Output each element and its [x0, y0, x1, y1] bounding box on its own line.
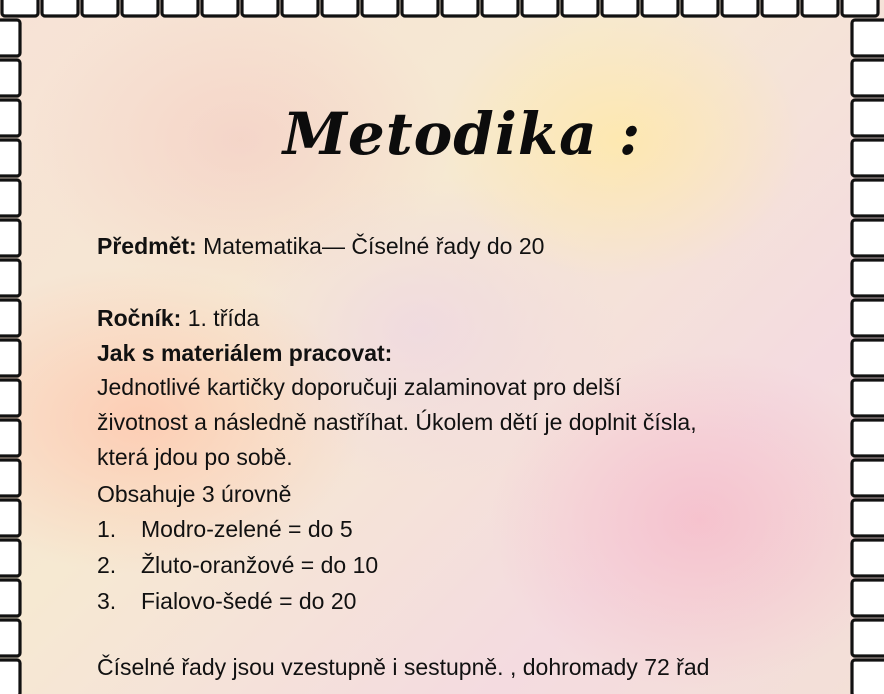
frame-brick — [0, 60, 20, 96]
frame-brick — [852, 220, 884, 256]
frame-brick — [482, 0, 518, 16]
frame-brick — [0, 140, 20, 176]
howto-line-3: která jdou po sobě. — [97, 444, 293, 470]
frame-brick — [242, 0, 278, 16]
frame-brick — [602, 0, 638, 16]
frame-top-border — [2, 0, 878, 16]
grade-line — [97, 301, 259, 335]
frame-brick — [802, 0, 838, 16]
frame-brick — [402, 0, 438, 16]
grade-label: Ročník: — [97, 305, 182, 331]
frame-brick — [282, 0, 318, 16]
frame-brick — [522, 0, 558, 16]
frame-brick — [852, 260, 884, 296]
frame-brick — [842, 0, 878, 16]
frame-brick — [0, 100, 20, 136]
frame-brick — [0, 460, 20, 496]
level-number: 3. — [97, 588, 117, 614]
howto-heading: Jak s materiálem pracovat: — [97, 340, 393, 366]
frame-brick — [852, 20, 884, 56]
frame-brick — [442, 0, 478, 16]
frame-brick — [82, 0, 118, 16]
frame-brick — [762, 0, 798, 16]
frame-brick — [0, 580, 20, 616]
frame-brick — [362, 0, 398, 16]
subject-line — [97, 229, 544, 263]
subject-value: Matematika— Číselné řady do 20 — [196, 233, 545, 259]
subject-label: Předmět: — [97, 233, 197, 259]
frame-brick — [852, 140, 884, 176]
frame-brick — [322, 0, 358, 16]
frame-brick — [0, 660, 20, 694]
frame-brick — [162, 0, 198, 16]
frame-brick — [852, 580, 884, 616]
level-text: Fialovo-šedé = do 20 — [141, 588, 357, 614]
frame-brick — [0, 180, 20, 216]
frame-brick — [0, 260, 20, 296]
level-item — [97, 584, 356, 618]
frame-brick — [0, 620, 20, 656]
frame-brick — [562, 0, 598, 16]
frame-brick — [122, 0, 158, 16]
frame-brick — [0, 420, 20, 456]
frame-brick — [682, 0, 718, 16]
frame-brick — [722, 0, 758, 16]
page-title: Metodika : — [282, 100, 642, 168]
frame-brick — [0, 340, 20, 376]
frame-brick — [2, 0, 38, 16]
level-number: 1. — [97, 516, 117, 542]
howto-line-1: Jednotlivé kartičky doporučuji zalaminovat pro delší — [97, 374, 622, 400]
frame-brick — [852, 540, 884, 576]
frame-right-border — [852, 20, 884, 694]
frame-brick — [0, 20, 20, 56]
level-item — [97, 512, 353, 546]
frame-brick — [852, 100, 884, 136]
level-number: 2. — [97, 552, 117, 578]
frame-left-border — [0, 20, 20, 694]
level-text: Modro-zelené = do 5 — [141, 516, 353, 542]
frame-brick — [202, 0, 238, 16]
frame-brick — [852, 340, 884, 376]
levels-intro: Obsahuje 3 úrovně — [97, 481, 292, 507]
frame-brick — [0, 380, 20, 416]
frame-brick — [852, 500, 884, 536]
frame-brick — [852, 180, 884, 216]
frame-brick — [0, 220, 20, 256]
grade-value: 1. třída — [181, 305, 260, 331]
howto-line-2: životnost a následně nastříhat. Úkolem dětí je doplnit čísla, — [97, 409, 697, 435]
frame-brick — [0, 540, 20, 576]
frame-brick — [852, 620, 884, 656]
frame-brick — [42, 0, 78, 16]
level-text: Žluto-oranžové = do 10 — [141, 552, 379, 578]
frame-brick — [0, 500, 20, 536]
level-item — [97, 548, 378, 582]
frame-brick — [852, 380, 884, 416]
frame-brick — [852, 420, 884, 456]
summary-line: Číselné řady jsou vzestupně i sestupně. , dohromady 72 řad — [97, 654, 710, 680]
frame-brick — [852, 300, 884, 336]
frame-brick — [852, 460, 884, 496]
frame-brick — [852, 60, 884, 96]
frame-brick — [642, 0, 678, 16]
frame-brick — [0, 300, 20, 336]
frame-brick — [852, 660, 884, 694]
